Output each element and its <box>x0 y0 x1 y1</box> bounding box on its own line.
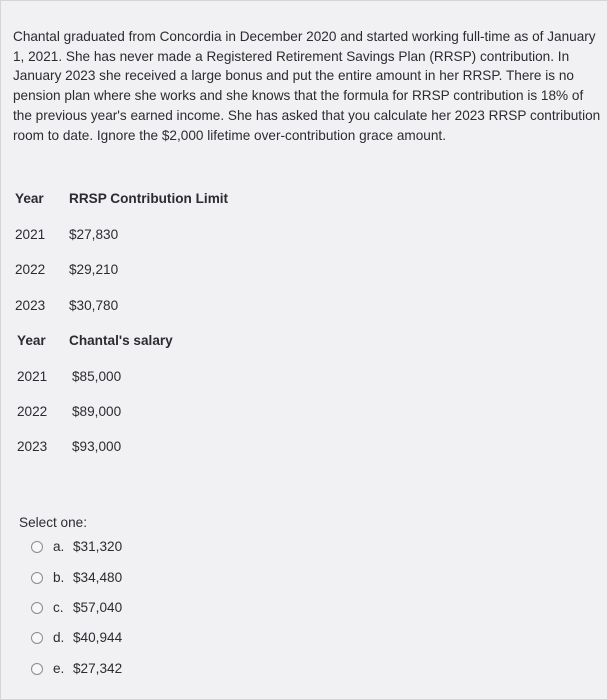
radio-button[interactable] <box>31 602 43 614</box>
option-value: $34,480 <box>73 570 123 585</box>
limits-year: 2022 <box>15 262 46 277</box>
option-letter: d. <box>53 630 65 645</box>
salary-header-year: Year <box>17 333 46 348</box>
option-letter: b. <box>53 570 65 585</box>
radio-button[interactable] <box>31 572 43 584</box>
limits-year: 2023 <box>15 298 46 313</box>
salary-year: 2022 <box>17 404 48 419</box>
limits-amount: $27,830 <box>69 227 119 242</box>
option-value: $57,040 <box>73 600 123 615</box>
limits-amount: $29,210 <box>69 262 119 277</box>
option-letter: c. <box>53 600 64 615</box>
option-letter: a. <box>53 539 65 554</box>
limits-header-year: Year <box>15 191 44 206</box>
radio-button[interactable] <box>31 632 43 644</box>
salary-amount: $93,000 <box>72 439 122 454</box>
salary-year: 2021 <box>17 369 48 384</box>
salary-amount: $89,000 <box>72 404 122 419</box>
salary-header-salary: Chantal's salary <box>69 333 173 348</box>
option-value: $40,944 <box>73 630 123 645</box>
radio-button[interactable] <box>31 663 43 675</box>
option-value: $27,342 <box>73 661 123 676</box>
radio-button[interactable] <box>31 541 43 553</box>
limits-year: 2021 <box>15 227 46 242</box>
question-text: Chantal graduated from Concordia in December 2020 and started working full-time as of January 1, 2021. She has never made a Registered Retirement Savings Plan (RRSP) contribution. In January 2023 she received a large bonus and put the entire amount in her RRSP. There is no pension plan where she works and she knows that the formula for RRSP contribution is 18% of the previous year's earned income. She has asked that you calculate her 2023 RRSP contribution room to date. Ignore the $2,000 lifetime over-contribution grace amount. <box>13 29 601 143</box>
salary-year: 2023 <box>17 439 48 454</box>
salary-amount: $85,000 <box>72 369 122 384</box>
option-letter: e. <box>53 661 65 676</box>
limits-amount: $30,780 <box>69 298 119 313</box>
select-one-label: Select one: <box>19 515 88 530</box>
option-value: $31,320 <box>73 539 123 554</box>
limits-header-limit: RRSP Contribution Limit <box>69 191 229 206</box>
